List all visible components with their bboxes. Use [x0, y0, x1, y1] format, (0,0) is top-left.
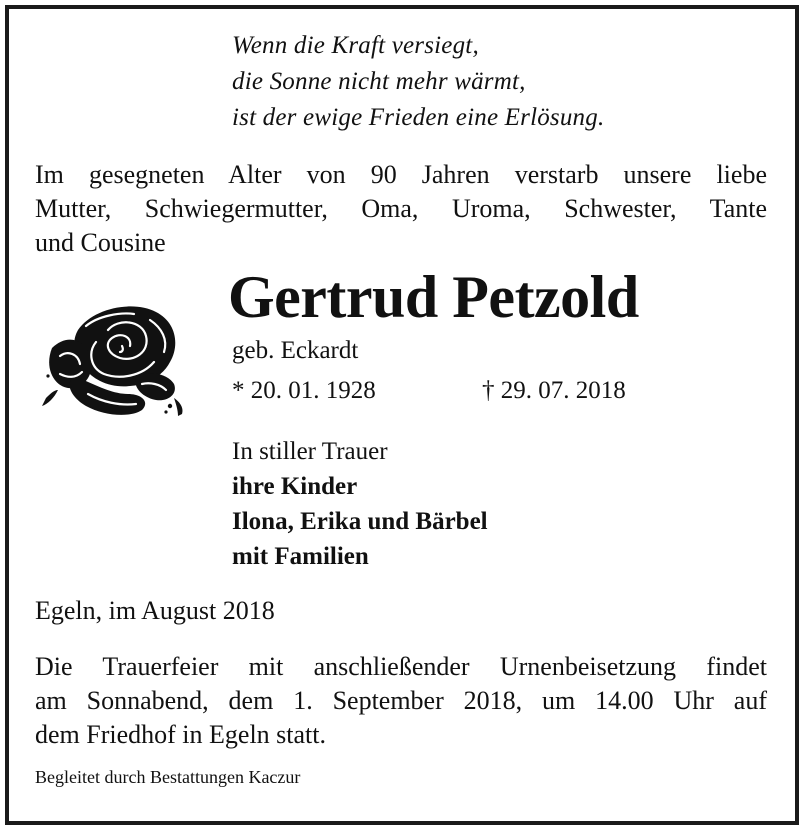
- mourner-line: Ilona, Erika und Bärbel: [232, 508, 488, 535]
- mourners-heading: In stiller Trauer: [232, 438, 388, 465]
- poem-quote: [232, 28, 604, 136]
- quote-line: Wenn die Kraft versiegt,: [232, 32, 479, 59]
- announcement-line: Mutter, Schwiegermutter, Oma, Uroma, Schwester, Tante: [35, 194, 767, 223]
- mourner-line: mit Familien: [232, 543, 369, 570]
- place-and-date: Egeln, im August 2018: [35, 596, 275, 625]
- funeral-info: [35, 650, 767, 752]
- mourners-block: [232, 434, 488, 574]
- mourner-line: ihre Kinder: [232, 473, 358, 500]
- announcement-line: und Cousine: [35, 228, 166, 257]
- birth-name: geb. Eckardt: [232, 337, 359, 364]
- birth-date: * 20. 01. 1928: [232, 377, 376, 404]
- life-dates: [232, 376, 662, 406]
- death-announcement-text: [35, 158, 767, 260]
- announcement-line: Im gesegneten Alter von 90 Jahren verstarb unsere liebe: [35, 160, 767, 189]
- deceased-name: Gertrud Petzold: [228, 264, 639, 330]
- quote-line: ist der ewige Frieden eine Erlösung.: [232, 104, 605, 131]
- death-date: † 29. 07. 2018: [482, 377, 626, 404]
- undertaker-credit: Begleitet durch Bestattungen Kaczur: [35, 767, 301, 787]
- funeral-line: Die Trauerfeier mit anschließender Urnenbeisetzung findet: [35, 652, 767, 681]
- rose-icon: [38, 290, 196, 425]
- funeral-line: dem Friedhof in Egeln statt.: [35, 720, 327, 749]
- funeral-line: am Sonnabend, dem 1. September 2018, um 14.00 Uhr auf: [35, 686, 767, 715]
- quote-line: die Sonne nicht mehr wärmt,: [232, 68, 526, 95]
